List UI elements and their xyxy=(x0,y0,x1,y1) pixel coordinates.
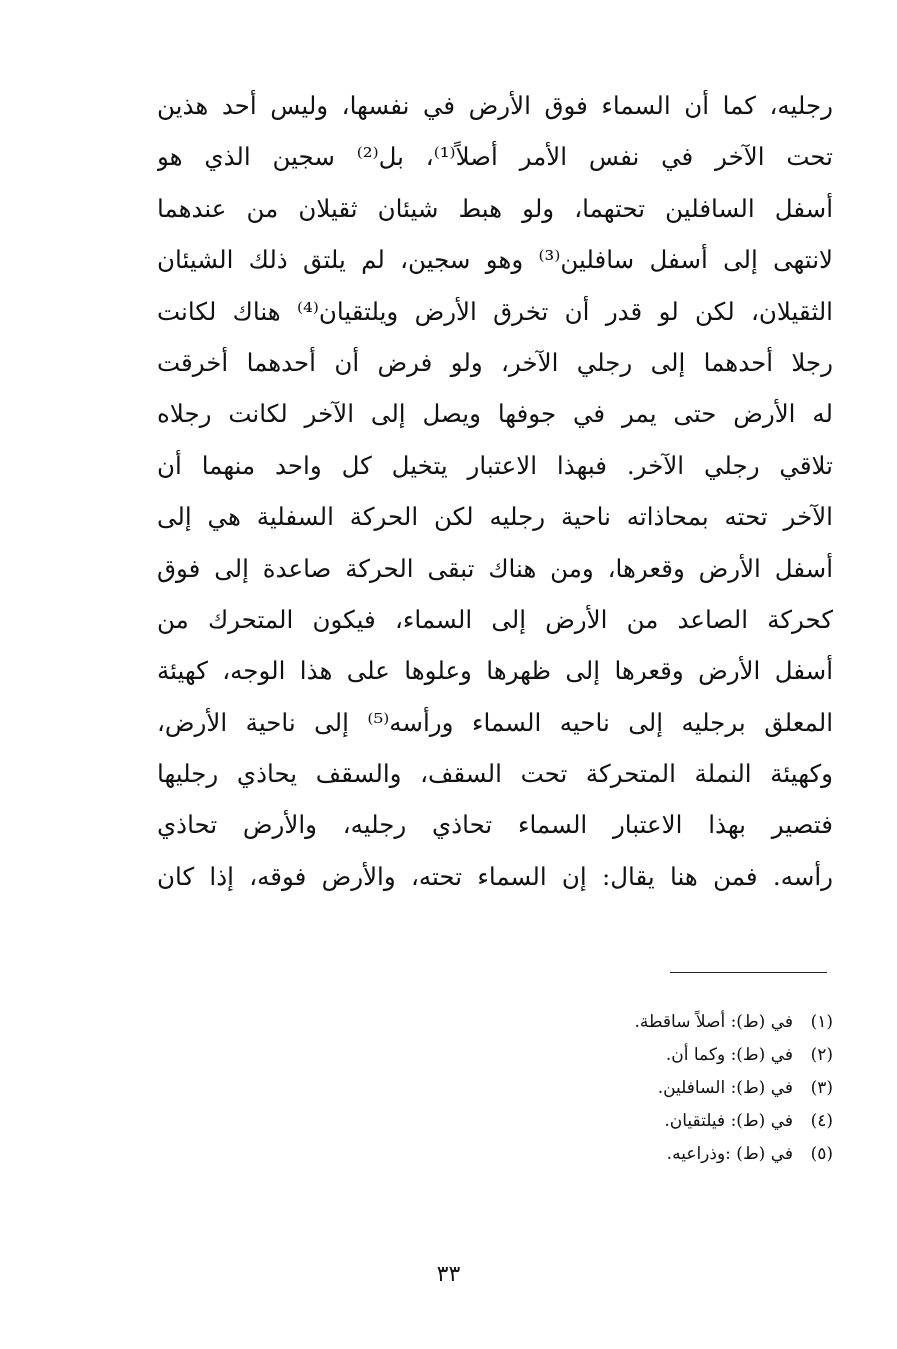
footnote-item xyxy=(433,1072,833,1105)
text-line: أسفل الأرض وقعرها، ومن هناك تبقى الحركة صاعدة إلى فوق xyxy=(157,553,833,583)
footnote-item xyxy=(433,1138,833,1171)
text-line: وكهيئة النملة المتحركة تحت السقف، والسقف يحاذي رجليها xyxy=(157,759,833,789)
footnote-item xyxy=(433,1039,833,1072)
text-line: أسفل السافلين تحتهما، ولو هبط شيئان ثقيلان من عندهما xyxy=(157,193,833,223)
text-line: رجلا أحدهما إلى رجلي الآخر، ولو فرض أن أحدهما أخرقت xyxy=(157,347,833,377)
text-line: فتصير بهذا الاعتبار السماء تحاذي رجليه، والأرض تحاذي xyxy=(157,810,833,840)
text-line: الآخر تحته بمحاذاته ناحية رجليه لكن الحركة السفلية هي إلى xyxy=(157,502,833,532)
text-line: تحت الآخر في نفس الأمر أصلاً⁽¹⁾، بل⁽²⁾ سجين الذي هو xyxy=(157,142,833,172)
text-line: المعلق برجليه إلى ناحيه السماء ورأسه⁽⁵⁾ إلى ناحية الأرض، xyxy=(157,707,833,737)
footnote-text: في (ط): فيلتقيان. xyxy=(664,1111,793,1131)
footnote-separator xyxy=(670,972,827,973)
text-line: رجليه، كما أن السماء فوق الأرض في نفسها، وليس أحد هذين xyxy=(157,91,833,120)
page-number: ٣٣ xyxy=(436,1262,461,1287)
text-line: رأسه. فمن هنا يقال: إن السماء تحته، والأرض فوقه، إذا كان xyxy=(157,861,833,891)
text-line: كحركة الصاعد من الأرض إلى السماء، فيكون المتحرك من xyxy=(157,604,833,634)
footnote-item xyxy=(433,1105,833,1138)
footnote-number: (٤) xyxy=(810,1111,833,1131)
footnote-text: في (ط): أصلاً ساقطة. xyxy=(634,1012,793,1032)
text-line: له الأرض حتى يمر في جوفها ويصل إلى الآخر لكانت رجلاه xyxy=(157,399,833,429)
footnote-text: في (ط): وكما أن. xyxy=(665,1045,793,1065)
text-line: الثقيلان، لكن لو قدر أن تخرق الأرض ويلتقيان⁽⁴⁾ هناك لكانت xyxy=(157,296,833,326)
footnote-text: في (ط) :وذراعيه. xyxy=(666,1144,793,1164)
footnote-item xyxy=(433,1006,833,1039)
footnote-number: (١) xyxy=(810,1012,833,1032)
footnote-text: في (ط): السافلين. xyxy=(657,1078,793,1098)
footnote-number: (٥) xyxy=(810,1144,833,1164)
footnote-number: (٢) xyxy=(810,1045,833,1065)
main-text xyxy=(157,80,833,902)
footnotes xyxy=(433,1006,833,1171)
text-line: لانتهى إلى أسفل سافلين⁽³⁾ وهو سجين، لم يلتق ذلك الشيئان xyxy=(157,245,833,275)
text-line: تلاقي رجلي الآخر. فبهذا الاعتبار يتخيل كل واحد منهما أن xyxy=(157,450,833,480)
text-line: أسفل الأرض وقعرها إلى ظهرها وعلوها على هذا الوجه، كهيئة xyxy=(157,656,833,686)
footnote-number: (٣) xyxy=(810,1078,833,1098)
